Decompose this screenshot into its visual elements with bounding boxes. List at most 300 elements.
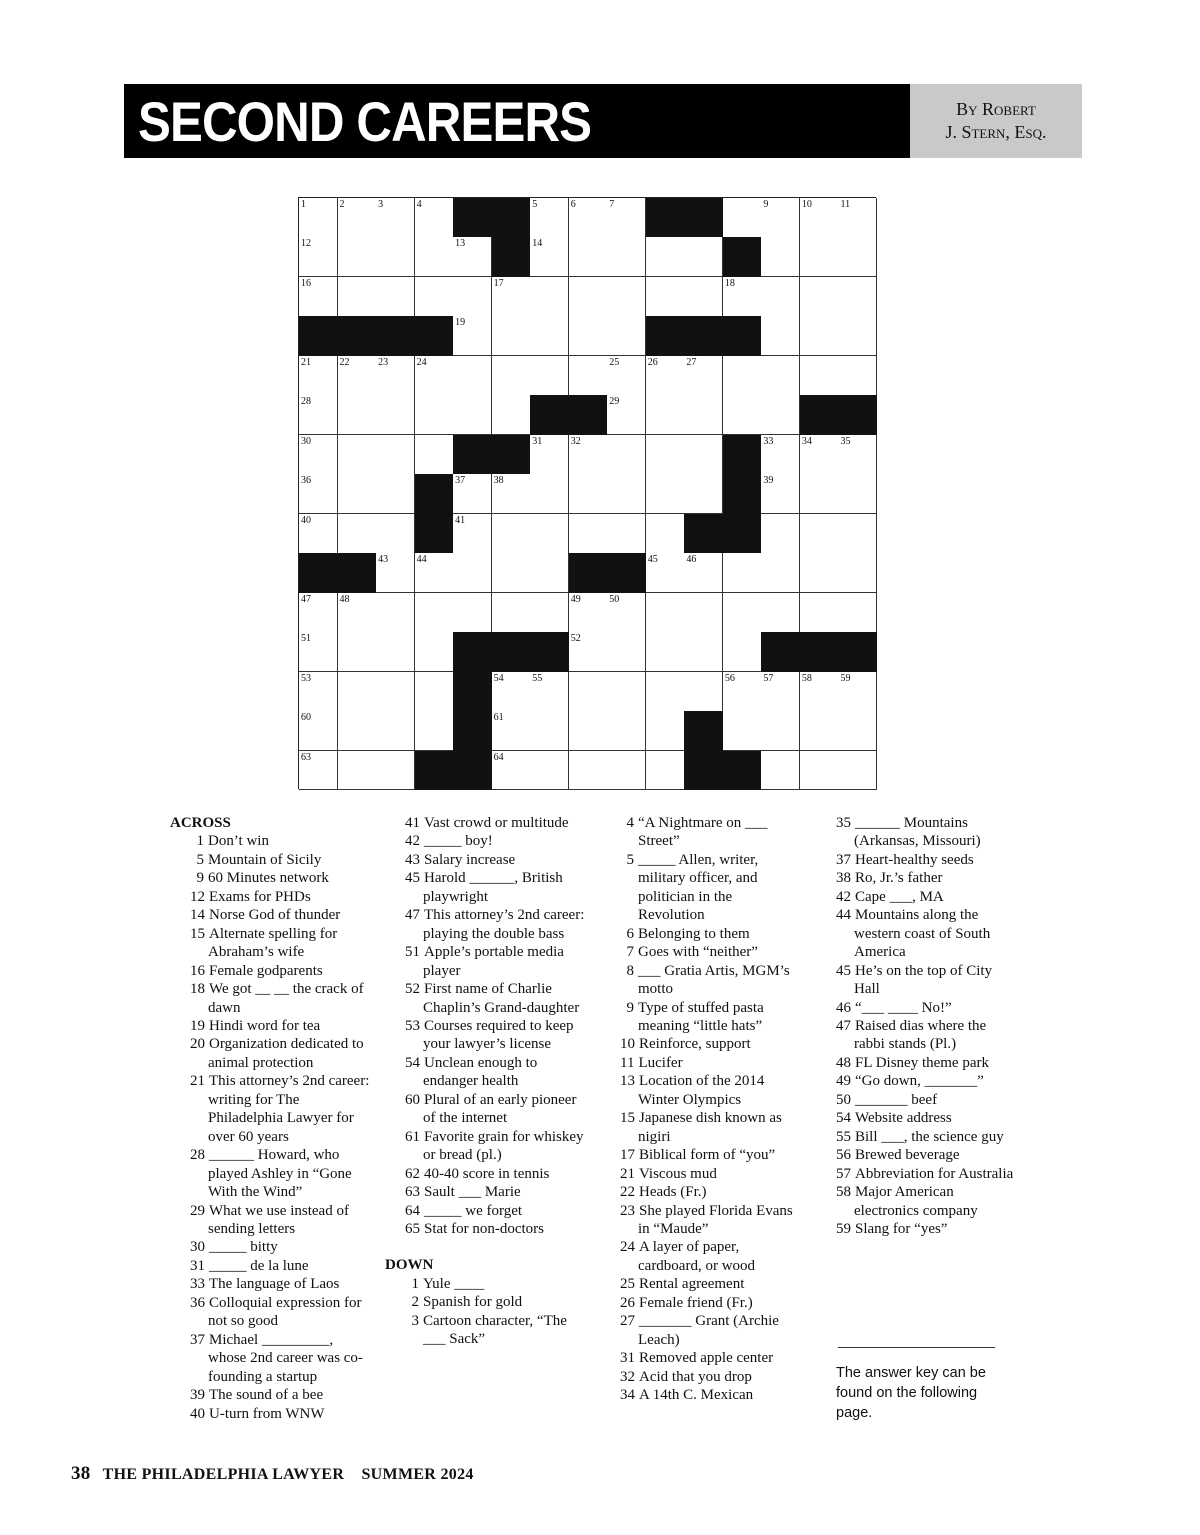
grid-cell[interactable]	[607, 751, 646, 791]
grid-cell[interactable]	[684, 435, 723, 475]
grid-cell[interactable]	[684, 356, 723, 396]
grid-cell[interactable]	[299, 514, 338, 554]
grid-cell[interactable]	[415, 632, 454, 672]
grid-cell[interactable]	[376, 356, 415, 396]
grid-cell[interactable]	[684, 474, 723, 514]
black-square	[607, 553, 646, 593]
grid-cell[interactable]	[607, 395, 646, 435]
grid-cell[interactable]	[492, 711, 531, 751]
grid-cell[interactable]	[723, 277, 762, 317]
clue-number: 9	[626, 999, 634, 1016]
grid-cell[interactable]	[800, 672, 839, 712]
down-clue	[385, 1312, 585, 1349]
clue-text: Plural of an early pioneer of the internet	[423, 1091, 577, 1127]
publication-name: THE PHILADELPHIA LAWYER	[102, 1466, 345, 1483]
clue-text: Raised dias where the rabbi stands (Pl.)	[854, 1017, 987, 1053]
grid-cell[interactable]	[761, 711, 800, 751]
grid-cell[interactable]	[723, 198, 762, 238]
clue-number: 44	[836, 907, 851, 924]
clue-text: He’s on the top of City Hall	[854, 962, 993, 998]
grid-cell[interactable]	[299, 198, 338, 238]
clue-text: ___ Gratia Artis, MGM’s motto	[638, 962, 790, 998]
clue-number: 16	[190, 962, 205, 979]
grid-cell[interactable]	[838, 198, 877, 238]
grid-cell[interactable]	[530, 316, 569, 356]
clue-number: 46	[836, 999, 851, 1016]
across-clue	[385, 906, 585, 943]
grid-cell[interactable]	[761, 356, 800, 396]
clue-number: 14	[532, 238, 543, 250]
grid-cell[interactable]	[415, 672, 454, 712]
grid-cell[interactable]	[646, 277, 685, 317]
grid-cell[interactable]	[684, 672, 723, 712]
down-clue	[816, 1109, 1016, 1127]
black-square	[684, 751, 723, 791]
grid-cell[interactable]	[646, 632, 685, 672]
black-square	[684, 316, 723, 356]
grid-cell[interactable]	[453, 395, 492, 435]
grid-cell[interactable]	[607, 356, 646, 396]
across-clue	[385, 1220, 585, 1238]
grid-cell[interactable]	[492, 395, 531, 435]
grid-cell[interactable]	[723, 632, 762, 672]
grid-cell[interactable]	[607, 435, 646, 475]
grid-cell[interactable]	[761, 751, 800, 791]
grid-cell[interactable]	[299, 672, 338, 712]
grid-cell[interactable]	[800, 751, 839, 791]
down-clue	[816, 1091, 1016, 1109]
grid-cell[interactable]	[530, 277, 569, 317]
grid-cell[interactable]	[453, 356, 492, 396]
grid-cell[interactable]	[338, 672, 377, 712]
grid-cell[interactable]	[607, 514, 646, 554]
clue-text: Viscous mud	[639, 1165, 717, 1182]
grid-cell[interactable]	[646, 356, 685, 396]
grid-cell[interactable]	[723, 593, 762, 633]
grid-cell[interactable]	[376, 632, 415, 672]
grid-cell[interactable]	[723, 711, 762, 751]
grid-cell[interactable]	[376, 514, 415, 554]
grid-cell[interactable]	[569, 632, 608, 672]
grid-cell[interactable]	[530, 593, 569, 633]
clue-text: Slang for “yes”	[855, 1220, 948, 1237]
grid-cell[interactable]	[646, 395, 685, 435]
down-clue	[816, 1128, 1016, 1146]
down-clue	[600, 1072, 800, 1109]
grid-cell[interactable]	[569, 435, 608, 475]
grid-cell[interactable]	[569, 237, 608, 277]
clue-text: Apple’s portable media player	[423, 944, 564, 979]
clue-number: 35	[836, 815, 851, 831]
clue-number: 31	[620, 1350, 635, 1367]
grid-cell[interactable]	[607, 632, 646, 672]
grid-cell[interactable]	[646, 553, 685, 593]
grid-cell[interactable]	[569, 356, 608, 396]
grid-cell[interactable]	[761, 277, 800, 317]
grid-cell[interactable]	[607, 672, 646, 712]
black-square	[453, 198, 492, 238]
clue-number: 29	[609, 396, 620, 408]
grid-cell[interactable]	[453, 514, 492, 554]
clue-number: 36	[190, 1294, 205, 1311]
grid-cell[interactable]	[376, 277, 415, 317]
grid-cell[interactable]	[453, 553, 492, 593]
grid-cell[interactable]	[299, 711, 338, 751]
clue-number: 35	[840, 435, 851, 447]
clue-text: Salary increase	[424, 851, 516, 868]
clue-number: 5	[532, 199, 538, 210]
grid-cell[interactable]	[646, 514, 685, 554]
clue-text: Mountain of Sicily	[208, 851, 322, 868]
clue-number: 53	[405, 1017, 420, 1034]
grid-cell[interactable]	[376, 711, 415, 751]
grid-cell[interactable]	[569, 474, 608, 514]
grid-cell[interactable]	[299, 435, 338, 475]
grid-cell[interactable]	[415, 435, 454, 475]
clue-text: Sault ___ Marie	[424, 1184, 521, 1201]
grid-cell[interactable]	[684, 593, 723, 633]
clue-number: 24	[416, 356, 427, 368]
grid-cell[interactable]	[838, 593, 877, 633]
grid-cell[interactable]	[376, 593, 415, 633]
clue-number: 45	[405, 870, 420, 887]
grid-cell[interactable]	[838, 316, 877, 356]
clue-text: Heads (Fr.)	[639, 1184, 707, 1201]
grid-cell[interactable]	[415, 593, 454, 633]
grid-cell[interactable]	[338, 593, 377, 633]
grid-cell[interactable]	[607, 277, 646, 317]
grid-cell[interactable]	[415, 277, 454, 317]
grid-cell[interactable]	[684, 632, 723, 672]
grid-cell[interactable]	[800, 474, 839, 514]
grid-cell[interactable]	[838, 751, 877, 791]
clue-number: 57	[836, 1165, 851, 1182]
grid-cell[interactable]	[800, 553, 839, 593]
grid-cell[interactable]	[492, 672, 531, 712]
clue-number: 18	[724, 277, 735, 289]
grid-cell[interactable]	[646, 672, 685, 712]
clue-section-heading: DOWN	[385, 1257, 434, 1274]
across-clue	[170, 962, 370, 980]
grid-cell[interactable]	[607, 474, 646, 514]
across-clue	[385, 1017, 585, 1054]
grid-cell[interactable]	[800, 237, 839, 277]
clue-column-3	[600, 814, 800, 1405]
grid-cell[interactable]	[530, 474, 569, 514]
down-clue	[600, 925, 800, 943]
grid-cell[interactable]	[838, 474, 877, 514]
grid-cell[interactable]	[530, 237, 569, 277]
clue-text: _____ we forget	[424, 1202, 523, 1219]
down-clue	[816, 999, 1016, 1017]
grid-cell[interactable]	[800, 435, 839, 475]
grid-cell[interactable]	[761, 672, 800, 712]
grid-cell[interactable]	[376, 672, 415, 712]
grid-cell[interactable]	[415, 395, 454, 435]
clue-number: 21	[301, 356, 311, 368]
grid-cell[interactable]	[530, 751, 569, 791]
grid-cell[interactable]	[299, 593, 338, 633]
across-clue	[170, 980, 370, 1017]
clue-number: 9	[763, 199, 769, 210]
grid-cell[interactable]	[800, 514, 839, 554]
grid-cell[interactable]	[838, 711, 877, 751]
grid-cell[interactable]	[299, 395, 338, 435]
grid-cell[interactable]	[800, 593, 839, 633]
grid-cell[interactable]	[761, 198, 800, 238]
grid-cell[interactable]	[761, 593, 800, 633]
grid-cell[interactable]	[684, 395, 723, 435]
clue-number: 64	[405, 1202, 420, 1219]
clue-number: 30	[190, 1239, 205, 1256]
grid-cell[interactable]	[646, 435, 685, 475]
grid-cell[interactable]	[723, 553, 762, 593]
grid-cell[interactable]	[492, 356, 531, 396]
grid-cell[interactable]	[376, 751, 415, 791]
grid-cell[interactable]	[492, 593, 531, 633]
across-clue	[170, 869, 370, 887]
clue-number: 47	[301, 593, 311, 605]
grid-cell[interactable]	[453, 316, 492, 356]
grid-cell[interactable]	[415, 237, 454, 277]
down-clue	[816, 1165, 1016, 1183]
grid-cell[interactable]	[415, 553, 454, 593]
clue-number: 25	[609, 356, 620, 368]
clue-text: Harold ______, British playwright	[423, 870, 563, 905]
grid-cell[interactable]	[569, 711, 608, 751]
byline-line-2: J. Stern, Esq.	[945, 122, 1047, 142]
clue-text: Website address	[855, 1110, 952, 1127]
grid-cell[interactable]	[607, 711, 646, 751]
grid-cell[interactable]	[530, 514, 569, 554]
across-clue	[170, 1294, 370, 1331]
grid-cell[interactable]	[299, 632, 338, 672]
clue-number: 58	[836, 1184, 851, 1201]
grid-cell[interactable]	[800, 277, 839, 317]
grid-cell[interactable]	[299, 277, 338, 317]
grid-cell[interactable]	[338, 474, 377, 514]
clue-number: 31	[532, 435, 543, 447]
clue-number: 32	[570, 435, 581, 447]
clue-text: Belonging to them	[638, 925, 750, 942]
grid-cell[interactable]	[569, 316, 608, 356]
clue-text: 40-40 score in tennis	[424, 1165, 550, 1182]
across-clue	[385, 1054, 585, 1091]
clue-text: Removed apple center	[639, 1350, 774, 1367]
grid-cell[interactable]	[530, 356, 569, 396]
clue-number: 47	[405, 907, 420, 924]
grid-cell[interactable]	[492, 553, 531, 593]
clue-number: 60	[405, 1091, 420, 1108]
grid-cell[interactable]	[646, 751, 685, 791]
clue-number: 3	[411, 1312, 419, 1329]
grid-cell[interactable]	[607, 593, 646, 633]
grid-cell[interactable]	[569, 514, 608, 554]
grid-cell[interactable]	[569, 277, 608, 317]
grid-cell[interactable]	[607, 198, 646, 238]
grid-cell[interactable]	[761, 316, 800, 356]
grid-cell[interactable]	[838, 553, 877, 593]
black-square	[299, 316, 338, 356]
clue-number: 36	[301, 475, 311, 487]
down-clue	[816, 814, 1016, 851]
grid-cell[interactable]	[569, 672, 608, 712]
grid-cell[interactable]	[338, 277, 377, 317]
grid-cell[interactable]	[338, 711, 377, 751]
down-clue	[600, 1054, 800, 1072]
grid-cell[interactable]	[838, 672, 877, 712]
grid-cell[interactable]	[800, 356, 839, 396]
clue-text: Brewed beverage	[855, 1147, 960, 1164]
clue-number: 9	[196, 870, 204, 887]
clue-text: _____ bitty	[209, 1239, 278, 1256]
grid-cell[interactable]	[838, 435, 877, 475]
grid-cell[interactable]	[646, 593, 685, 633]
grid-cell[interactable]	[530, 711, 569, 751]
grid-cell[interactable]	[838, 237, 877, 277]
grid-cell[interactable]	[338, 514, 377, 554]
grid-cell[interactable]	[299, 237, 338, 277]
grid-cell[interactable]	[761, 237, 800, 277]
grid-cell[interactable]	[376, 474, 415, 514]
grid-cell[interactable]	[761, 474, 800, 514]
black-square	[492, 632, 531, 672]
grid-cell[interactable]	[530, 435, 569, 475]
down-clue	[600, 999, 800, 1036]
black-square	[646, 316, 685, 356]
clue-number: 12	[190, 888, 205, 905]
grid-cell[interactable]	[492, 316, 531, 356]
grid-cell[interactable]	[607, 316, 646, 356]
grid-cell[interactable]	[492, 514, 531, 554]
clue-number: 8	[626, 962, 634, 979]
grid-cell[interactable]	[800, 711, 839, 751]
black-square	[415, 751, 454, 791]
grid-cell[interactable]	[723, 356, 762, 396]
grid-cell[interactable]	[299, 751, 338, 791]
grid-cell[interactable]	[723, 395, 762, 435]
grid-cell[interactable]	[684, 277, 723, 317]
grid-cell[interactable]	[800, 316, 839, 356]
clue-number: 33	[763, 435, 774, 447]
clue-number: 52	[570, 633, 581, 645]
clue-text: Cartoon character, “The ___ Sack”	[423, 1312, 567, 1348]
across-clue	[170, 925, 370, 962]
clue-number: 33	[190, 1276, 205, 1293]
grid-cell[interactable]	[492, 474, 531, 514]
grid-cell[interactable]	[607, 237, 646, 277]
clue-number: 24	[620, 1239, 635, 1256]
grid-cell[interactable]	[838, 277, 877, 317]
clue-number: 65	[405, 1220, 420, 1237]
grid-cell[interactable]	[338, 237, 377, 277]
grid-cell[interactable]	[723, 672, 762, 712]
grid-cell[interactable]	[338, 198, 377, 238]
grid-cell[interactable]	[761, 395, 800, 435]
clue-number: 1	[411, 1275, 419, 1292]
grid-cell[interactable]	[530, 553, 569, 593]
grid-cell[interactable]	[338, 435, 377, 475]
clue-text: _____ Allen, writer, military officer, and politician in the Revolution	[638, 851, 759, 924]
grid-cell[interactable]	[376, 553, 415, 593]
grid-cell[interactable]	[530, 672, 569, 712]
black-square	[569, 395, 608, 435]
grid-cell[interactable]	[492, 277, 531, 317]
clue-number: 11	[620, 1054, 635, 1071]
grid-cell[interactable]	[492, 751, 531, 791]
grid-cell[interactable]	[646, 711, 685, 751]
grid-cell[interactable]	[569, 593, 608, 633]
grid-cell[interactable]	[338, 751, 377, 791]
grid-cell[interactable]	[415, 356, 454, 396]
clue-number: 13	[455, 238, 466, 250]
crossword-grid	[298, 197, 876, 789]
grid-cell[interactable]	[761, 553, 800, 593]
grid-cell[interactable]	[530, 198, 569, 238]
down-clue	[816, 851, 1016, 869]
down-clue	[816, 906, 1016, 961]
grid-cell[interactable]	[761, 435, 800, 475]
clue-number: 37	[190, 1331, 205, 1348]
grid-cell[interactable]	[338, 395, 377, 435]
grid-cell[interactable]	[376, 395, 415, 435]
grid-cell[interactable]	[453, 593, 492, 633]
down-clue	[816, 1183, 1016, 1220]
grid-cell[interactable]	[838, 356, 877, 396]
clue-text: _______ beef	[855, 1091, 938, 1108]
black-square	[723, 751, 762, 791]
grid-cell[interactable]	[376, 198, 415, 238]
grid-cell[interactable]	[453, 277, 492, 317]
clue-number: 54	[493, 672, 504, 684]
grid-cell[interactable]	[453, 474, 492, 514]
grid-cell[interactable]	[299, 474, 338, 514]
grid-cell[interactable]	[646, 237, 685, 277]
grid-cell[interactable]	[761, 514, 800, 554]
black-square	[453, 435, 492, 475]
black-square	[338, 316, 377, 356]
grid-cell[interactable]	[569, 751, 608, 791]
byline-line-1: By Robert	[956, 99, 1036, 119]
clue-text: A 14th C. Mexican	[639, 1387, 754, 1404]
grid-cell[interactable]	[415, 711, 454, 751]
grid-cell[interactable]	[684, 553, 723, 593]
down-clue	[600, 1035, 800, 1053]
clue-text: Abbreviation for Australia	[855, 1165, 1014, 1182]
black-square	[415, 474, 454, 514]
clue-text: Favorite grain for whiskey or bread (pl.)	[423, 1128, 584, 1164]
grid-cell[interactable]	[299, 356, 338, 396]
clue-number: 56	[724, 672, 735, 684]
grid-cell[interactable]	[800, 198, 839, 238]
grid-cell[interactable]	[415, 198, 454, 238]
clue-number: 60	[301, 712, 311, 724]
black-square	[453, 751, 492, 791]
grid-cell[interactable]	[569, 198, 608, 238]
clue-text: 60 Minutes network	[208, 870, 329, 887]
grid-cell[interactable]	[338, 356, 377, 396]
grid-cell[interactable]	[838, 514, 877, 554]
grid-cell[interactable]	[646, 474, 685, 514]
black-square	[415, 316, 454, 356]
grid-cell[interactable]	[376, 237, 415, 277]
grid-cell[interactable]	[684, 237, 723, 277]
clue-text: ______ Mountains (Arkansas, Missouri)	[854, 815, 981, 850]
grid-cell[interactable]	[338, 632, 377, 672]
grid-cell[interactable]	[376, 435, 415, 475]
down-clue	[385, 1293, 585, 1311]
grid-cell[interactable]	[453, 237, 492, 277]
